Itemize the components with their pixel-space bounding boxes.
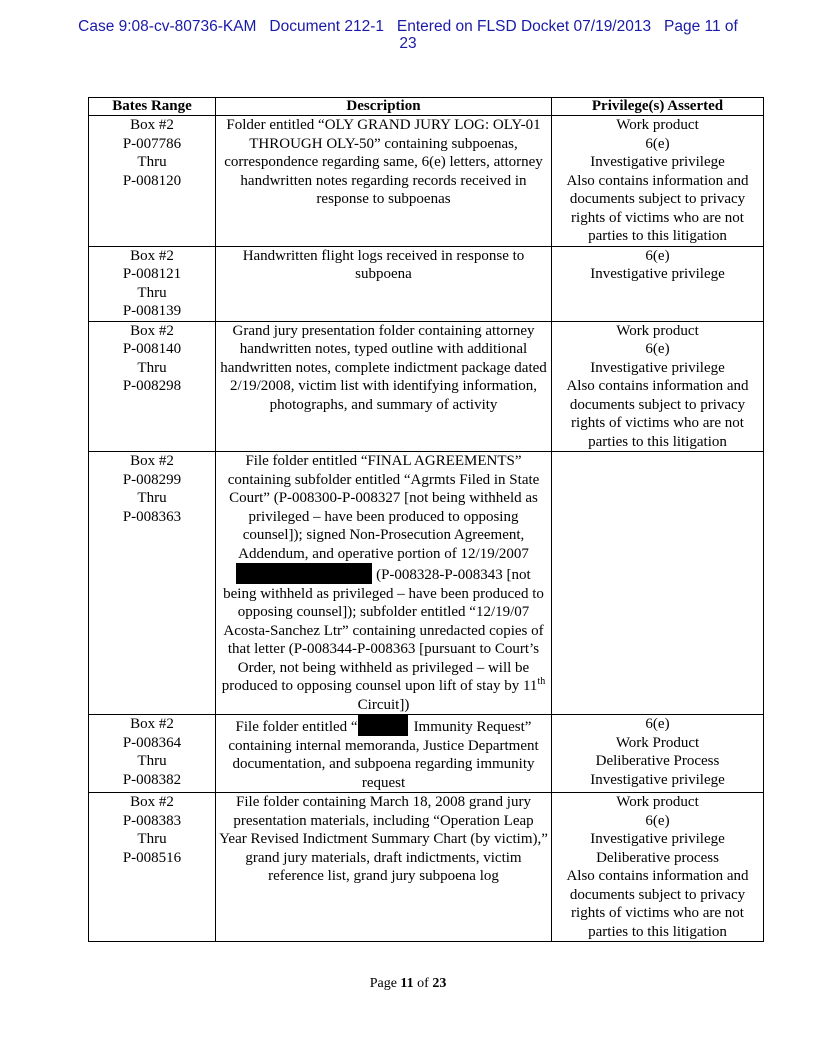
bates-line: P-008516	[122, 849, 182, 866]
bates-cell	[89, 116, 216, 247]
footer-of-label: of	[417, 976, 429, 991]
redaction-block	[358, 715, 408, 736]
description-cell: Handwritten flight logs received in response to subpoena	[216, 246, 552, 321]
privilege-line: Also contains information and documents subject to privacy rights of victims who are not parties to this litigation	[566, 868, 749, 940]
bates-line: P-008383	[122, 812, 182, 829]
column-header-description: Description	[216, 98, 552, 116]
column-header-bates: Bates Range	[89, 98, 216, 116]
privilege-line: Deliberative process	[596, 849, 719, 866]
privilege-line: Deliberative Process	[595, 753, 720, 769]
description-cell	[216, 715, 552, 793]
table-row	[89, 246, 764, 321]
privileges-cell	[552, 246, 764, 321]
bates-line: P-007786	[122, 135, 182, 152]
table-row	[89, 321, 764, 452]
privilege-log-table	[88, 97, 764, 942]
docket-header-line-2: 23	[399, 35, 417, 52]
bates-cell	[89, 793, 216, 942]
description-cell: File folder containing March 18, 2008 grand jury presentation materials, including “Operation Leap Year Revised Indictment Summary Chart (by victim),” grand jury materials, draft indictments, victim reference list, grand jury subpoena log	[216, 793, 552, 942]
bates-cell	[89, 452, 216, 715]
privilege-line: Investigative privilege	[590, 266, 725, 282]
description-cell	[216, 452, 552, 715]
privilege-line: Investigative privilege	[590, 154, 725, 170]
bates-line: Box #2	[130, 322, 174, 339]
bates-line: P-008140	[122, 341, 182, 357]
privilege-line: Investigative privilege	[590, 831, 725, 847]
privilege-line: Also contains information and documents subject to privacy rights of victims who are not parties to this litigation	[566, 172, 749, 244]
table-row	[89, 715, 764, 793]
table-row	[89, 452, 764, 715]
bates-line: Thru	[137, 831, 167, 847]
footer-page-label: Page	[369, 976, 397, 991]
column-header-privileges: Privilege(s) Asserted	[552, 98, 764, 116]
privilege-line: 6(e)	[645, 716, 670, 732]
privilege-line: 6(e)	[645, 135, 670, 152]
privileges-cell	[552, 116, 764, 247]
bates-line: P-008121	[122, 266, 182, 282]
bates-line: Box #2	[130, 453, 174, 469]
bates-line: P-008363	[122, 508, 182, 525]
redaction-block	[236, 563, 372, 584]
privilege-line: Also contains information and documents subject to privacy rights of victims who are not parties to this litigation	[566, 378, 749, 450]
bates-line: Thru	[137, 154, 167, 170]
bates-line: Box #2	[130, 247, 174, 264]
privilege-line: Investigative privilege	[590, 359, 725, 376]
docket-header-line-1: Case 9:08-cv-80736-KAM Document 212-1 Entered on FLSD Docket 07/19/2013 Page 11 of	[78, 18, 738, 35]
description-cell: Grand jury presentation folder containing attorney handwritten notes, typed outline with additional handwritten notes, complete indictment package dated 2/19/2008, victim list with identifying information, photographs, and summary of activity	[216, 321, 552, 452]
privilege-line: 6(e)	[645, 247, 670, 264]
privilege-line: Work product	[616, 794, 699, 810]
bates-cell	[89, 321, 216, 452]
privileges-cell	[552, 321, 764, 452]
bates-line: Thru	[137, 753, 167, 769]
privileges-cell	[552, 452, 764, 715]
privileges-cell	[552, 793, 764, 942]
footer-total-pages: 23	[432, 976, 447, 991]
bates-line: P-008382	[122, 771, 182, 788]
footer-current-page: 11	[400, 976, 414, 991]
privilege-line: 6(e)	[645, 812, 670, 829]
bates-line: P-008299	[122, 471, 182, 488]
bates-line: P-008298	[122, 378, 182, 394]
description-cell: Folder entitled “OLY GRAND JURY LOG: OLY-01 THROUGH OLY-50” containing subpoenas, correspondence regarding same, 6(e) letters, attorney handwritten notes regarding records received in response to subpoenas	[216, 116, 552, 247]
page-footer	[0, 976, 816, 992]
bates-line: P-008139	[122, 303, 182, 319]
privilege-line: 6(e)	[645, 341, 670, 357]
bates-line: Thru	[137, 359, 167, 376]
privilege-line: Work product	[616, 117, 699, 133]
description-part: (P-008328-P-008343 [not being withheld as privileged – have been produced to opposing counsel]); subfolder entitled “12/19/07 Acosta-Sanchez Ltr” containing unredacted copies of that letter (P-008344-P-008363 [pursuant to Court’s Order, not being withheld as privileged – will be produced to opposing counsel upon lift of stay by 11	[221, 567, 544, 694]
privilege-line: Work Product	[615, 734, 700, 751]
bates-line: Box #2	[130, 716, 174, 732]
privileges-cell	[552, 715, 764, 793]
bates-line: Thru	[137, 490, 167, 506]
description-part: Immunity Request” containing internal memoranda, Justice Department documentation, and subpoena regarding immunity request	[228, 719, 539, 791]
bates-line: Thru	[137, 284, 167, 301]
table-row	[89, 116, 764, 247]
bates-line: P-008120	[122, 172, 182, 189]
ordinal-suffix: th	[537, 676, 546, 687]
table-header-row	[89, 98, 764, 116]
description-part: File folder entitled “	[235, 719, 358, 735]
table-row	[89, 793, 764, 942]
description-part: File folder entitled “FINAL AGREEMENTS” containing subfolder entitled “Agrmts Filed in State Court” (P-008300-P-008327 [not being withheld as privileged – have been produced to opposing counsel]); signed Non-Prosecution Agreement, Addendum, and operative portion of 12/19/2007	[227, 453, 540, 562]
bates-line: Box #2	[130, 794, 174, 810]
bates-cell	[89, 246, 216, 321]
bates-line: P-008364	[122, 734, 182, 751]
description-part: Circuit])	[357, 696, 410, 713]
docket-header	[40, 18, 776, 52]
privilege-line: Investigative privilege	[590, 771, 725, 788]
bates-line: Box #2	[130, 117, 174, 133]
privilege-line: Work product	[616, 322, 699, 339]
bates-cell	[89, 715, 216, 793]
